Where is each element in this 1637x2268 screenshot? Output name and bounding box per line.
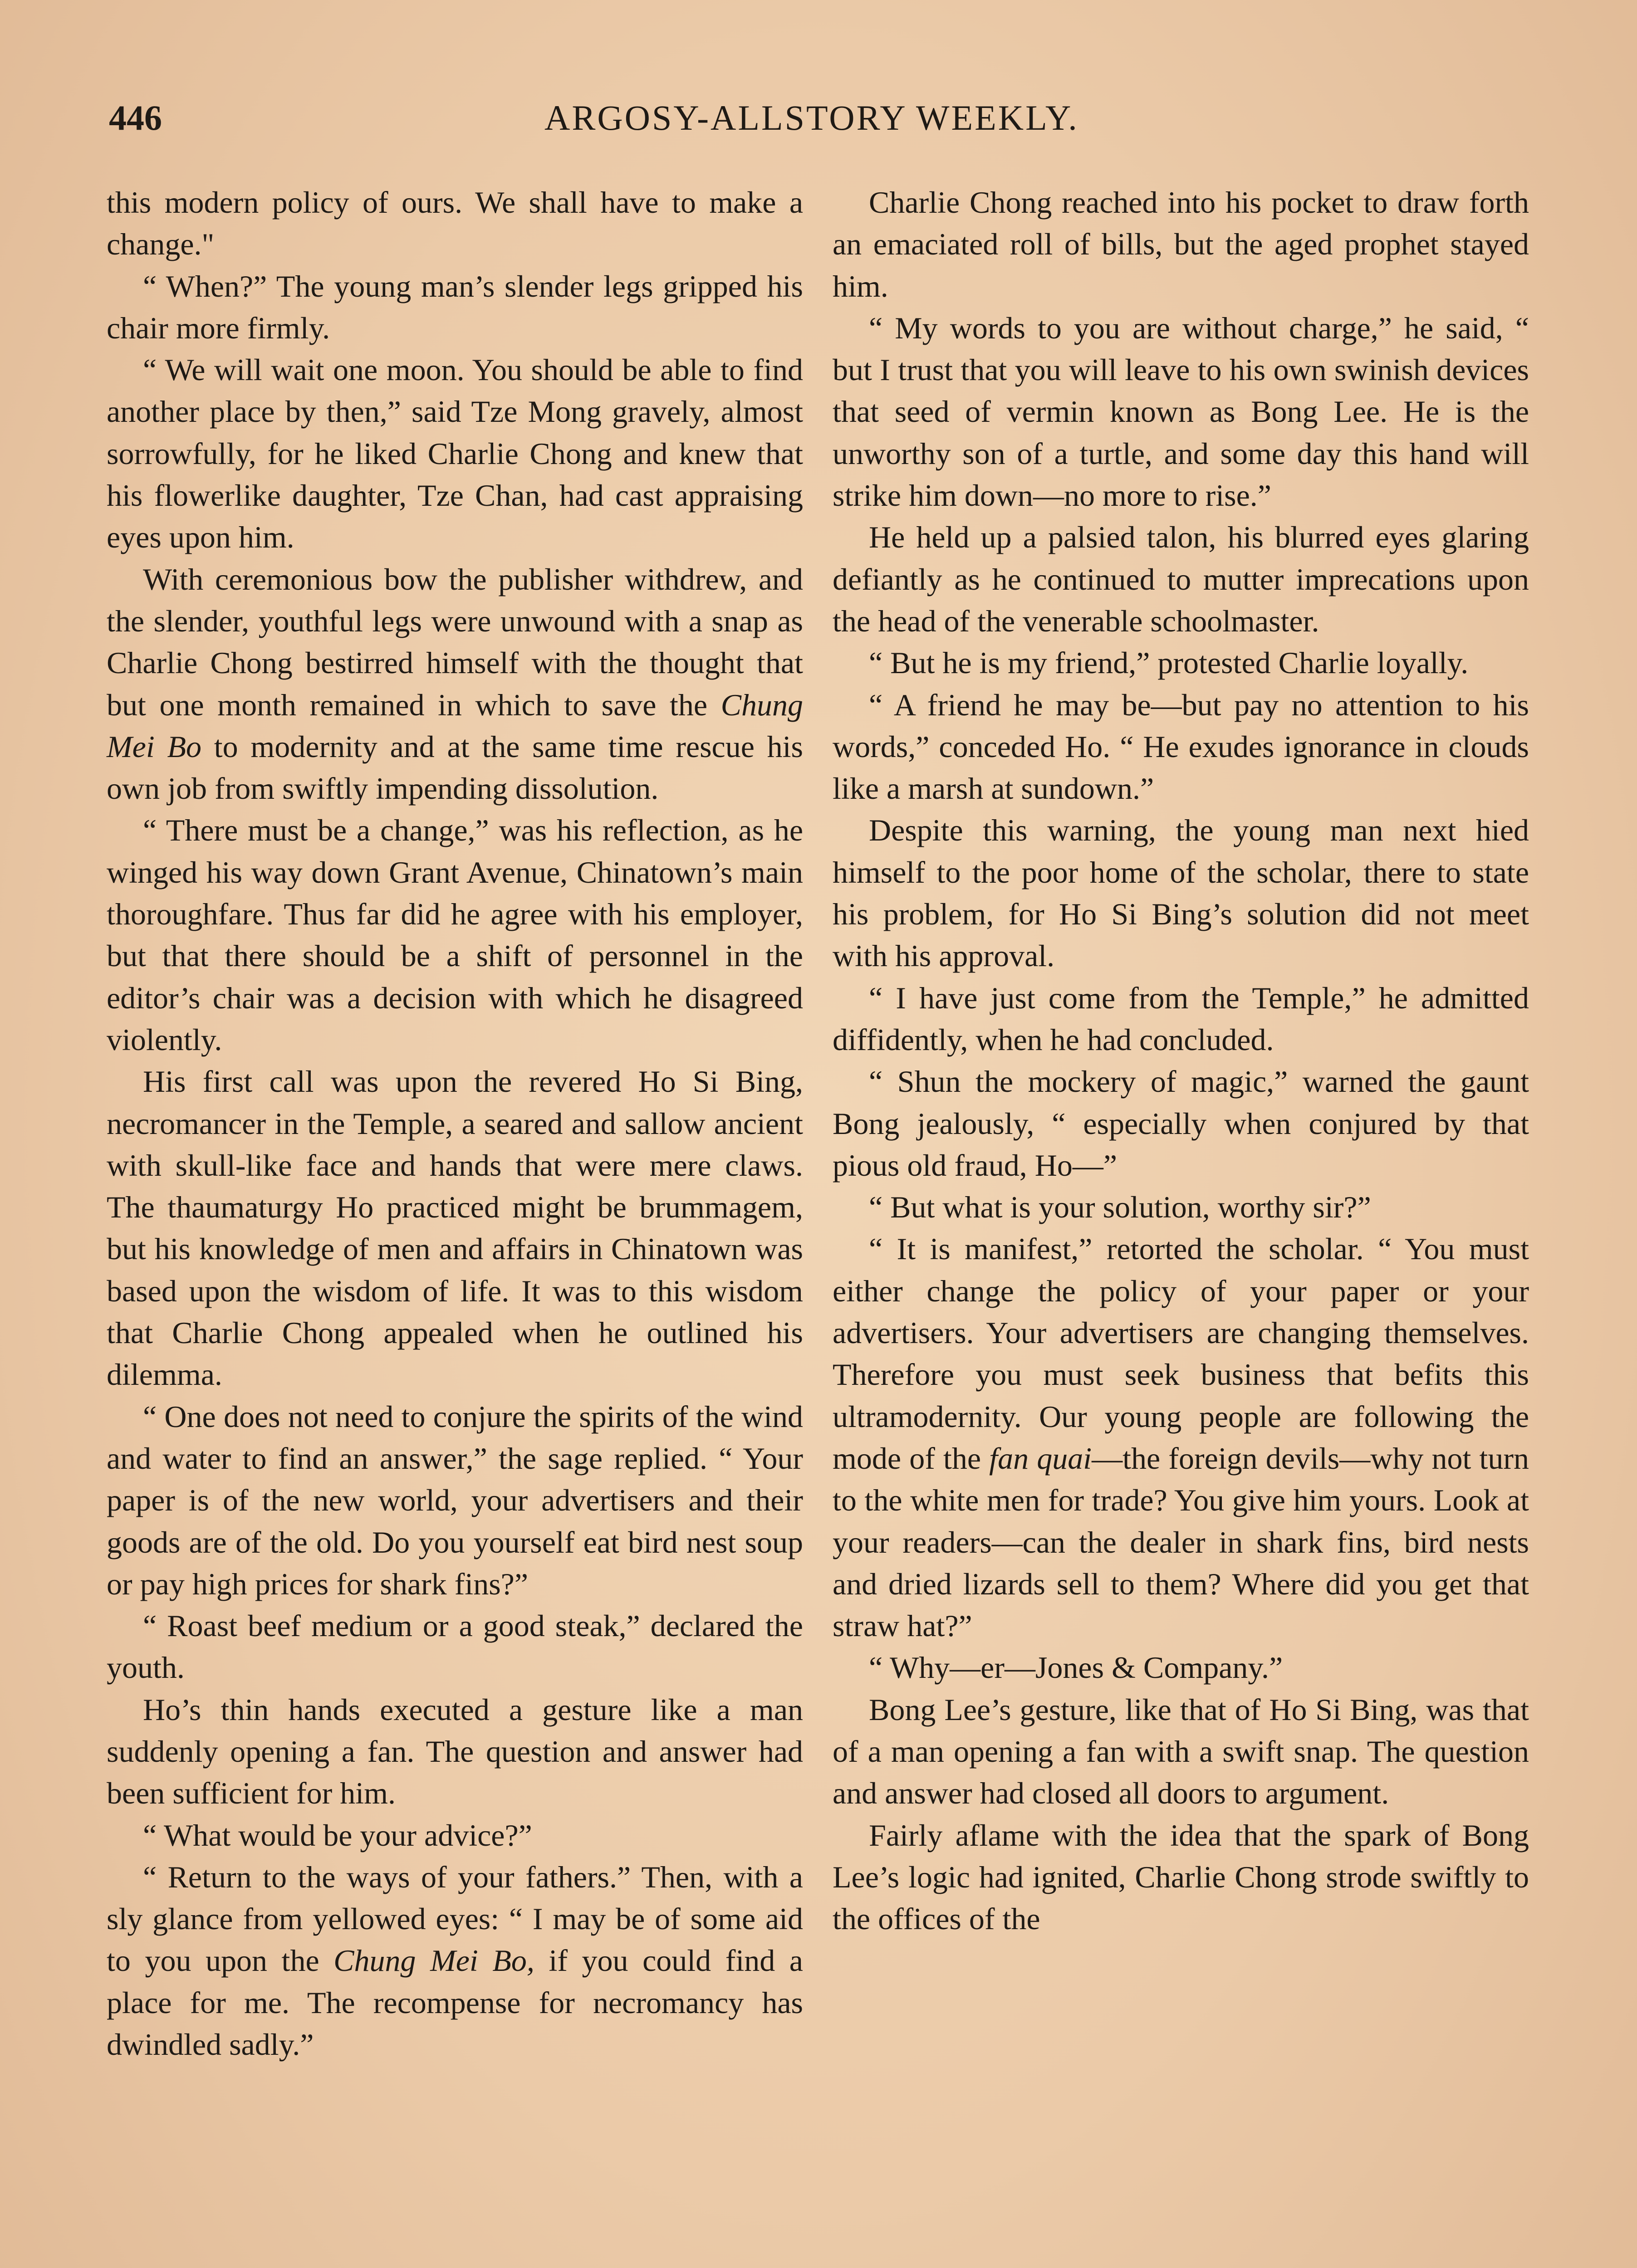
paragraph: [107, 1856, 803, 2065]
paragraph: “ My words to you are without charge,” he said, “ but I trust that you will leave to his own swinish devices that seed of vermin known as Bong Lee. He is the unworthy son of a turtle, and some day this hand will strike him down—no more to rise.”: [833, 310, 1529, 513]
paragraph: “ But what is your solution, worthy sir?”: [869, 1190, 1371, 1225]
paragraph-text: With ceremonious bow the publisher withdrew, and the slender, youthful legs were unwound with a snap as Charlie Chong bestirred himself with the thought that but one month remained in which to save the: [107, 562, 803, 722]
italic-title: Chung Mei Bo,: [333, 1943, 534, 1978]
right-column: [833, 181, 1529, 1940]
paragraph: [833, 1228, 1529, 1647]
paragraph: “ I have just come from the Temple,” he admitted diffidently, when he had concluded.: [833, 980, 1529, 1057]
running-head: ARGOSY-ALLSTORY WEEKLY.: [544, 98, 1079, 137]
paragraph: “ A friend he may be—but pay no attention to his words,” conceded Ho. “ He exudes ignorance in clouds like a marsh at sundown.”: [833, 687, 1529, 806]
paragraph: “ What would be your advice?”: [143, 1818, 532, 1853]
paragraph: “ We will wait one moon. You should be able to find another place by then,” said Tze Mong gravely, almost sorrowfully, for he liked Charlie Chong and knew that his flowerlike daughter, Tze Chan, had cast appraising eyes upon him.: [107, 352, 803, 555]
paragraph: His first call was upon the revered Ho Si Bing, necromancer in the Temple, a seared and sallow ancient with skull-like face and hands that were mere claws. The thaumaturgy Ho practiced might be brummagem, but his knowledge of men and affairs in Chinatown was based upon the wisdom of life. It was to this wisdom that Charlie Chong appealed when he outlined his dilemma.: [107, 1064, 803, 1392]
paragraph-text: “ Return to the ways of your fathers.” Then, with a sly glance from yellowed eyes: “ I may be of some aid to you upon the: [107, 1859, 803, 1978]
paragraph: “ Why—er—Jones & Company.”: [869, 1650, 1283, 1685]
paragraph-text: —the foreign devils—why not turn to the white men for trade? You give him yours. Look at your readers—can the dealer in shark fins, bird nests and dried lizards sell to them? Where did you get that straw hat?”: [833, 1441, 1529, 1643]
paragraph: [107, 558, 803, 810]
paragraph: Charlie Chong reached into his pocket to draw forth an emaciated roll of bills, but the aged prophet stayed him.: [833, 185, 1529, 303]
paragraph: Fairly aflame with the idea that the spark of Bong Lee’s logic had ignited, Charlie Chong strode swiftly to the offices of the: [833, 1818, 1529, 1936]
paragraph-text: “ It is manifest,” retorted the scholar. “ You must either change the policy of your paper or your advertisers. Your advertisers are changing themselves. Therefore you must seek business that befits this ultramodernity. Our young people are following the mode of the: [833, 1232, 1529, 1476]
paragraph: Bong Lee’s gesture, like that of Ho Si Bing, was that of a man opening a fan with a swift snap. The question and answer had closed all doors to argument.: [833, 1692, 1529, 1811]
paragraph-text: to modernity and at the same time rescue his own job from swiftly impending dissolution.: [107, 729, 803, 806]
paragraph: Ho’s thin hands executed a gesture like a man suddenly opening a fan. The question and answer had been sufficient for him.: [107, 1692, 803, 1811]
italic-title: Chung Mei Bo: [107, 687, 803, 764]
paragraph: “ But he is my friend,” protested Charlie loyally.: [869, 645, 1469, 680]
paragraph: this modern policy of ours. We shall have to make a change.": [107, 185, 803, 262]
italic-term: fan quai: [989, 1441, 1092, 1476]
paragraph: “ Shun the mockery of magic,” warned the gaunt Bong jealously, “ especially when conjured by that pious old fraud, Ho—”: [833, 1064, 1529, 1183]
paragraph: Despite this warning, the young man next hied himself to the poor home of the scholar, there to state his problem, for Ho Si Bing’s solution did not meet with his approval.: [833, 813, 1529, 973]
paragraph: “ One does not need to conjure the spirits of the wind and water to find an answer,” the sage replied. “ Your paper is of the new world, your advertisers and their goods are of the old. Do you yourself eat bird nest soup or pay high prices for shark fins?”: [107, 1399, 803, 1601]
page-number: 446: [109, 98, 162, 137]
paragraph: He held up a palsied talon, his blurred eyes glaring defiantly as he continued to mutter imprecations upon the head of the venerable schoolmaster.: [833, 520, 1529, 638]
paragraph-text: if you could find a place for me. The recompense for necromancy has dwindled sadly.”: [107, 1943, 803, 2062]
page-header: [109, 91, 1529, 145]
paragraph: “ When?” The young man’s slender legs gripped his chair more firmly.: [107, 269, 803, 345]
left-column: [107, 181, 803, 2065]
paragraph: “ There must be a change,” was his reflection, as he winged his way down Grant Avenue, Chinatown’s main thoroughfare. Thus far did he agree with his employer, but that there should be a shift of personnel in the editor’s chair was a decision with which he disagreed violently.: [107, 813, 803, 1057]
paragraph: “ Roast beef medium or a good steak,” declared the youth.: [107, 1608, 803, 1685]
